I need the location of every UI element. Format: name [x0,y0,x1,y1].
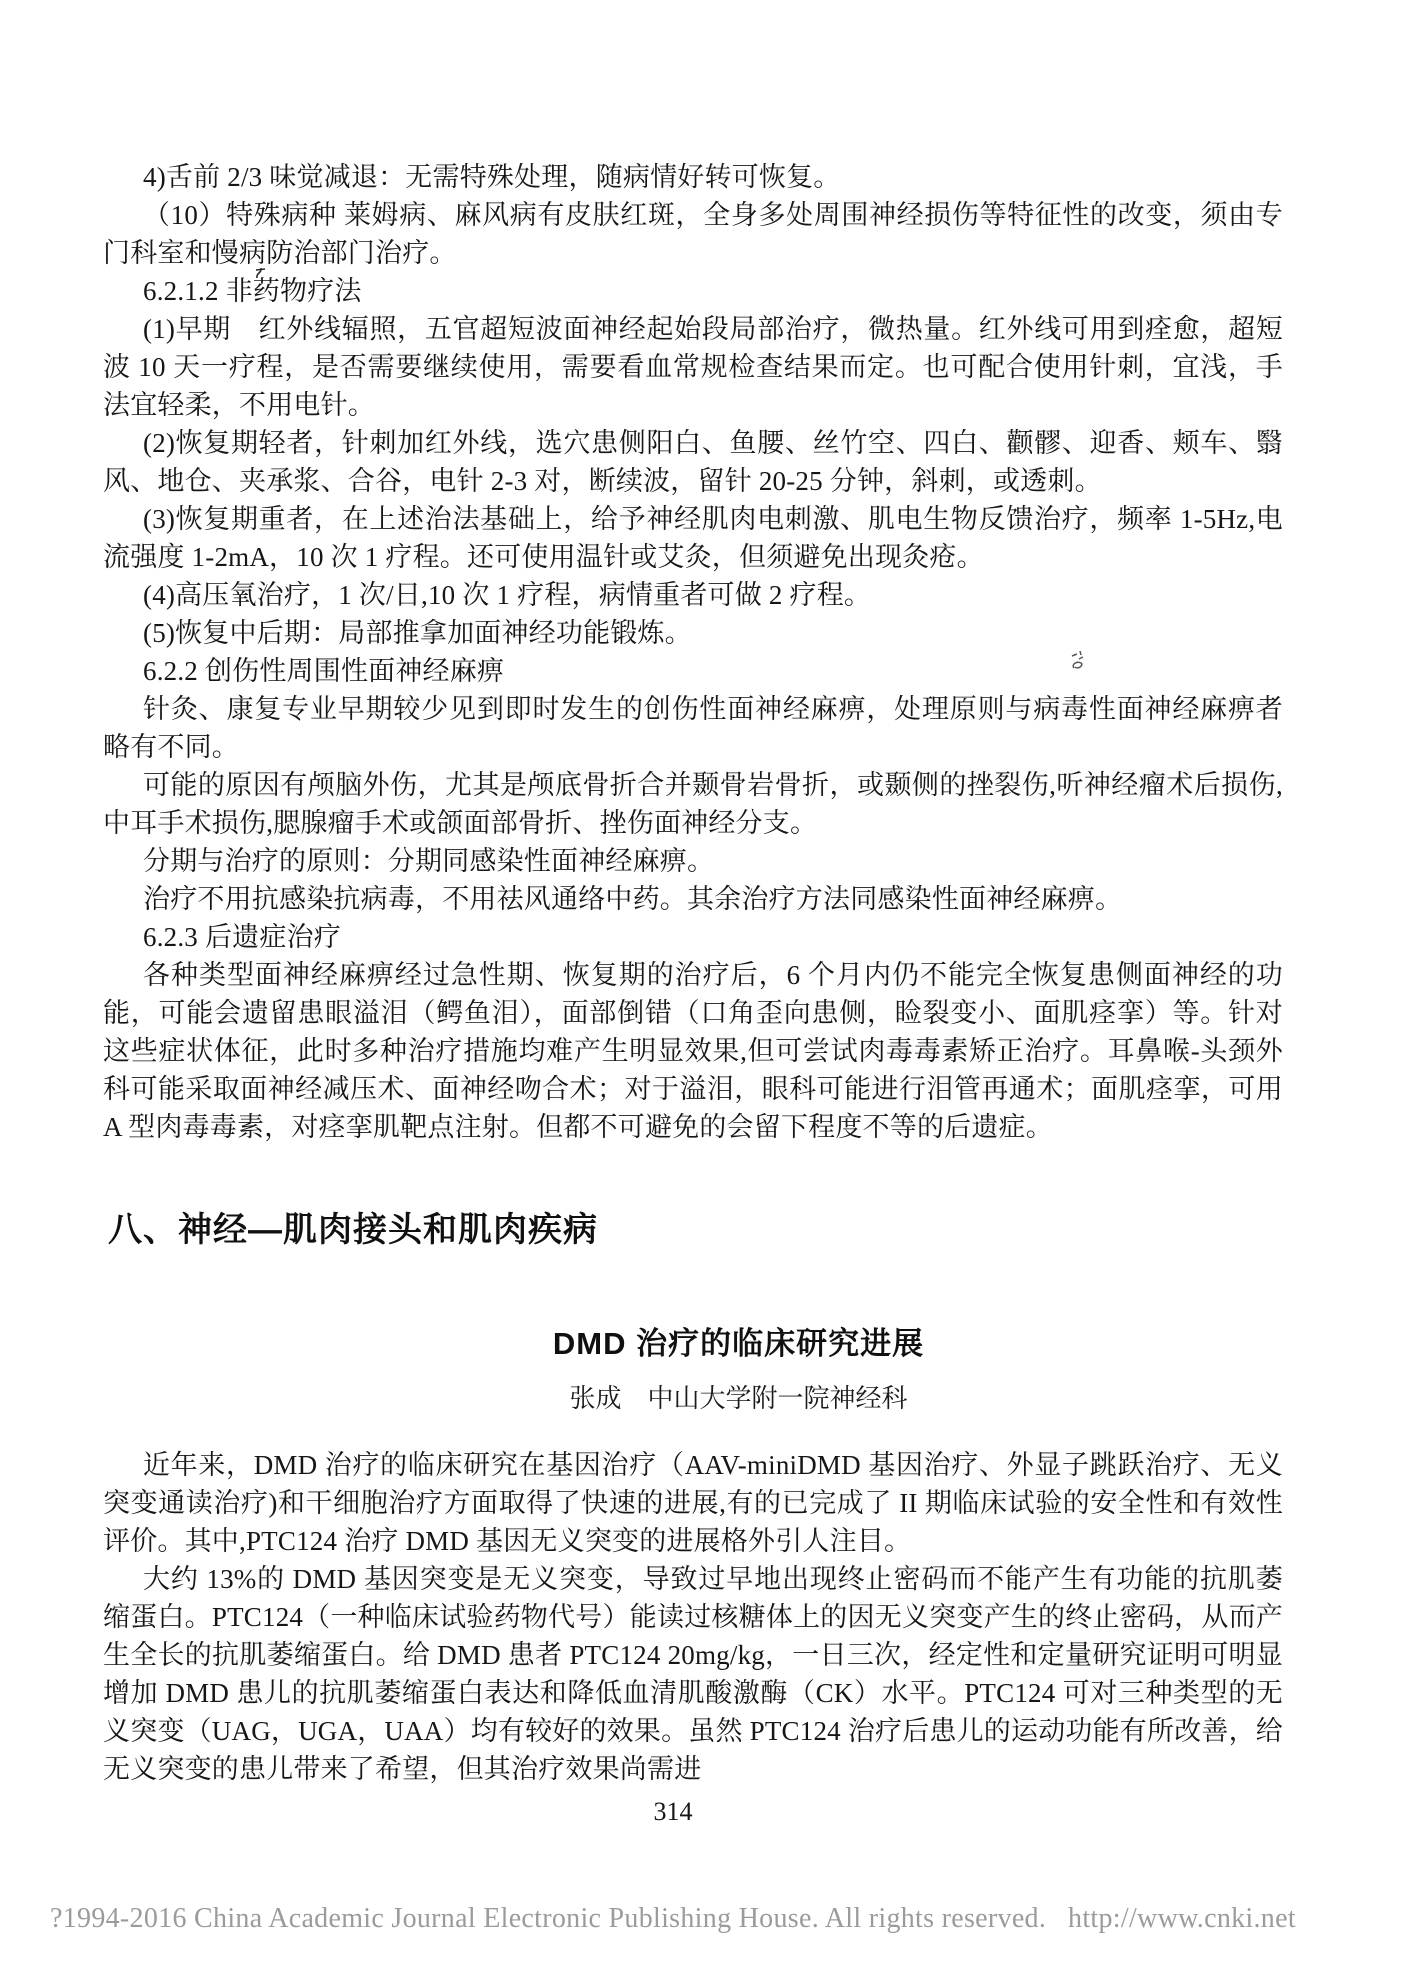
article-author-affiliation: 张成 中山大学附一院神经科 [569,1384,908,1413]
paragraph: 近年来，DMD 治疗的临床研究在基因治疗（AAV-miniDMD 基因治疗、外显子跳跃治疗、无义突变通读治疗)和干细胞治疗方面取得了快速的进展,有的已完成了 II 期临床试验的安全性和有效性评价。其中,PTC124 治疗 DMD 基因无义突变的进展格外引人注目。 [103,1450,1283,1556]
page-number: 314 [653,1797,693,1826]
section-heading: 八、神经—肌肉接头和肌肉疾病 [108,1211,598,1249]
paragraph: (2)恢复期轻者，针刺加红外线，选穴患侧阳白、鱼腰、丝竹空、四白、颧髎、迎香、颊车、翳风、地仓、夹承浆、合谷，电针 2-3 对，断续波，留针 20-25 分钟，斜刺，或透刺。 [103,428,1283,496]
article-text-block [103,1446,1283,1788]
subsection-heading: 6.2.2 创伤性周围性面神经麻痹 [143,656,505,686]
paragraph: 分期与治疗的原则：分期同感染性面神经麻痹。 [143,846,715,876]
paragraph: 针灸、康复专业早期较少见到即时发生的创伤性面神经麻痹，处理原则与病毒性面神经麻痹者略有不同。 [103,694,1283,762]
paragraph: 各种类型面神经麻痹经过急性期、恢复期的治疗后，6 个月内仍不能完全恢复患侧面神经的功能，可能会遗留患眼溢泪（鳄鱼泪），面部倒错（口角歪向患侧，睑裂变小、面肌痉挛）等。针对这些症状体征，此时多种治疗措施均难产生明显效果,但可尝试肉毒毒素矫正治疗。耳鼻喉-头颈外科可能采取面神经减压术、面神经吻合术；对于溢泪，眼科可能进行泪管再通术；面肌痉挛，可用 A 型肉毒毒素，对痉挛肌靶点注射。但都不可避免的会留下程度不等的后遗症。 [103,960,1283,1142]
paragraph: 可能的原因有颅脑外伤，尤其是颅底骨折合并颞骨岩骨折，或颞侧的挫裂伤,听神经瘤术后损伤,中耳手术损伤,腮腺瘤手术或颌面部骨折、挫伤面神经分支。 [103,770,1283,838]
paragraph: (3)恢复期重者，在上述治法基础上，给予神经肌肉电刺激、肌电生物反馈治疗，频率 1-5Hz,电流强度 1-2mA，10 次 1 疗程。还可使用温针或艾灸，但须避免出现灸疮。 [103,504,1283,572]
paragraph: (5)恢复中后期：局部推拿加面神经功能锻炼。 [143,618,692,648]
paragraph: (1)早期 红外线辐照，五官超短波面神经起始段局部治疗，微热量。红外线可用到痊愈，超短波 10 天一疗程，是否需要继续使用，需要看血常规检查结果而定。也可配合使用针刺，宜浅，手法宜轻柔，不用电针。 [103,314,1283,420]
paragraph: （10）特殊病种 莱姆病、麻风病有皮肤红斑，全身多处周围神经损伤等特征性的改变，须由专门科室和慢病防治部门治疗。 [103,200,1283,268]
guideline-text-block [103,158,1283,1146]
paragraph: 治疗不用抗感染抗病毒，不用祛风通络中药。其余治疗方法同感染性面神经麻痹。 [143,884,1123,914]
subsection-heading: 6.2.1.2 非药物疗法 [143,276,362,306]
copyright-footer: ?1994-2016 China Academic Journal Electronic Publishing House. All rights reserved. http://www.cnki.net [50,1903,1296,1934]
paragraph: 4)舌前 2/3 味觉减退：无需特殊处理，随病情好转可恢复。 [143,162,841,192]
subsection-heading: 6.2.3 后遗症治疗 [143,922,341,952]
article-title: DMD 治疗的临床研究进展 [552,1326,925,1361]
paragraph: (4)高压氧治疗，1 次/日,10 次 1 疗程，病情重者可做 2 疗程。 [143,580,872,610]
paragraph: 大约 13%的 DMD 基因突变是无义突变，导致过早地出现终止密码而不能产生有功能的抗肌萎缩蛋白。PTC124（一种临床试验药物代号）能读过核糖体上的因无义突变产生的终止密码，从而产生全长的抗肌萎缩蛋白。给 DMD 患者 PTC124 20mg/kg，一日三次，经定性和定量研究证明可明显增加 DMD 患儿的抗肌萎缩蛋白表达和降低血清肌酸激酶（CK）水平。PTC124 可对三种类型的无义突变（UAG，UGA，UAA）均有较好的效果。虽然 PTC124 治疗后患儿的运动功能有所改善，给无义突变的患儿带来了希望，但其治疗效果尚需进 [103,1564,1284,1784]
